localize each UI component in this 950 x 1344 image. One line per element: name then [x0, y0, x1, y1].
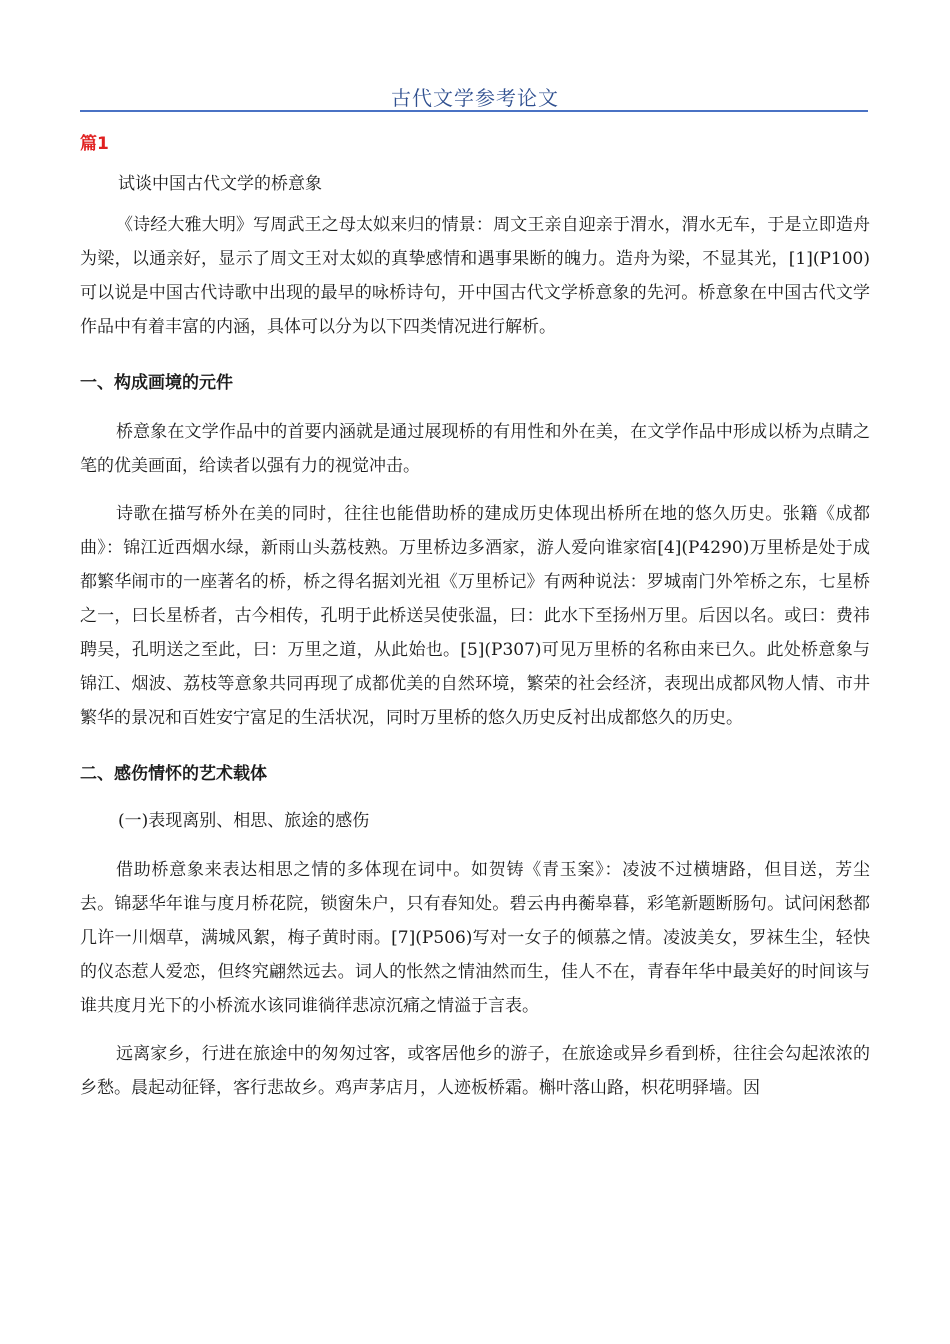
section2-subheading: (一)表现离别、相思、旅途的感伤	[118, 811, 370, 831]
section2-paragraph-2: 远离家乡，行进在旅途中的匆匆过客，或客居他乡的游子，在旅途或异乡看到桥，往往会勾起浓浓的乡愁。晨起动征铎，客行悲故乡。鸡声茅店月，人迹板桥霜。槲叶落山路，枳花明驿墙。因	[80, 1044, 870, 1098]
section1-paragraph-2: 诗歌在描写桥外在美的同时，往往也能借助桥的建成历史体现出桥所在地的悠久历史。张籍《成都曲》：锦江近西烟水绿，新雨山头荔枝熟。万里桥边多酒家，游人爱向谁家宿[4](P4290)万里桥是处于成都繁华闹市的一座著名的桥，桥之得名据刘光祖《万里桥记》有两种说法：罗城南门外笮桥之东，七星桥之一，曰长星桥者，古今相传，孔明于此桥送吴使张温，曰：此水下至扬州万里。后因以名。或曰：费祎聘吴，孔明送之至此，曰：万里之道，从此始也。[5](P307)可见万里桥的名称由来已久。此处桥意象与锦江、烟波、荔枝等意象共同再现了成都优美的自然环境，繁荣的社会经济，表现出成都风物人情、市井繁华的景况和百姓安宁富足的生活状况，同时万里桥的悠久历史反衬出成都悠久的历史。	[80, 504, 870, 728]
section-heading-2: 二、感伤情怀的艺术载体	[80, 764, 267, 784]
intro-paragraph: 《诗经大雅大明》写周武王之母太姒来归的情景：周文王亲自迎亲于渭水，渭水无车，于是立即造舟为梁，以通亲好，显示了周文王对太姒的真挚感情和遇事果断的魄力。造舟为梁，不显其光，[1](P100)可以说是中国古代诗歌中出现的最早的咏桥诗句，开中国古代文学桥意象的先河。桥意象在中国古代文学作品中有着丰富的内涵，具体可以分为以下四类情况进行解析。	[80, 215, 870, 337]
document-header-title: 古代文学参考论文	[391, 86, 559, 110]
section2-paragraph-1: 借助桥意象来表达相思之情的多体现在词中。如贺铸《青玉案》：凌波不过横塘路，但目送，芳尘去。锦瑟华年谁与度月桥花院，锁窗朱户，只有春知处。碧云冉冉蘅皋暮，彩笔新题断肠句。试问闲愁都几许一川烟草，满城风絮，梅子黄时雨。[7](P506)写对一女子的倾慕之情。凌波美女，罗袜生尘，轻快的仪态惹人爱恋，但终究翩然远去。词人的怅然之情油然而生，佳人不在，青春年华中最美好的时间该与谁共度月光下的小桥流水该同谁徜徉悲凉沉痛之情溢于言表。	[80, 860, 870, 1016]
article-subtitle: 试谈中国古代文学的桥意象	[118, 174, 322, 194]
header-divider	[80, 110, 868, 112]
section-heading-1: 一、构成画境的元件	[80, 373, 233, 393]
article-label: 篇1	[80, 134, 109, 154]
article-body	[80, 122, 870, 1105]
section1-paragraph-1: 桥意象在文学作品中的首要内涵就是通过展现桥的有用性和外在美，在文学作品中形成以桥为点睛之笔的优美画面，给读者以强有力的视觉冲击。	[80, 422, 870, 476]
